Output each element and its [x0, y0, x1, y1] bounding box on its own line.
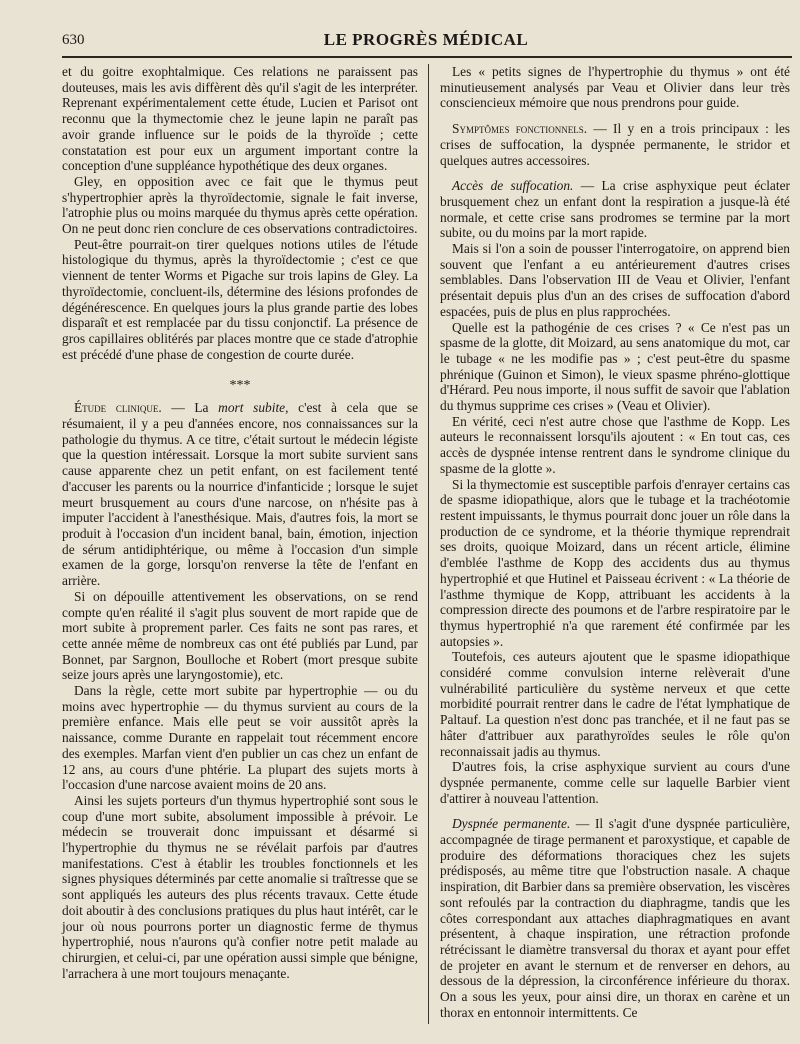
section-heading: Symptômes fonctionnels. — [452, 121, 588, 137]
paragraph: Dyspnée permanente. — Il s'agit d'une dyspnée particulière, accompagnée de tirage permanent et paroxystique, et capable de produire des déformations thoraciques chez les sujets prédisposés, au même titre que l'obstruction nasale. A chaque inspiration, dit Barbier dans sa première observation, les viscères sont refoulés par la contraction du diaphragme, tandis que les côtes correspondant aux attaches diaphragmatiques en avant présentent, à chaque inspiration, une rétraction profonde rétrécissant le diamètre transversal du thorax et ayant pour effet de projeter en avant le sternum et de renverser en dehors, au dessous de la dépression, la circonférence inférieure du thorax. On a sous les yeux, pour ainsi dire, un thorax en carène et un thorax en entonnoir intermittents. Ce — [440, 816, 790, 1020]
paragraph: D'autres fois, la crise asphyxique survient au cours d'une dyspnée permanente, comme celle sur laquelle Barbier vient d'attirer à nouveau l'attention. — [440, 759, 790, 806]
subsection-heading: Dyspnée permanente. — [452, 816, 571, 832]
journal-title: LE PROGRÈS MÉDICAL — [323, 30, 529, 49]
section-separator: *** — [229, 378, 251, 394]
page-header — [62, 30, 790, 52]
paragraph: et du goitre exophtalmique. Ces relations ne paraissent pas douteuses, mais les avis diffèrent dès qu'il s'agit de les interpréter. Reprenant expérimentalement cette étude, Lucien et Parisot ont reconnu que la thymectomie chez le jeune lapin ne paraît pas avoir grande influence sur le poids de la thyroïde ; cette constatation est pour eux un argument important contre la conception d'une suppléance hypothétique des deux organes. — [62, 64, 418, 174]
paragraph: Symptômes fonctionnels. — Il y en a trois principaux : les crises de suffocation, la dyspnée permanente, le stridor et quelques autres accessoires. — [440, 121, 790, 168]
paragraph: Si on dépouille attentivement les observations, on se rend compte qu'en réalité il s'agit plus souvent de mort rapide que de mort subite à proprement parler. Ces faits ne sont pas rares, et cette année même de nombreux cas ont été publiés par Lund, par Bonnet, par Sargnon, Boulloche et Robert (mort presque subite seize jours après une laryngostomie), etc. — [62, 588, 418, 683]
subsection-heading: Accès de suffocation. — [452, 178, 574, 194]
right-column — [440, 64, 790, 1020]
paragraph: Si la thymectomie est susceptible parfois d'enrayer certains cas de spasme idiopathique, alors que le tubage et la trachéotomie restent impuissants, le thymus pourrait donc jouer un rôle dans la production de ce syndrome, et la théorie thymique reprendrait ses droits, quoique Moizard, dans un récent article, élimine d'emblée l'asthme de Kopp des accidents dus au thymus hypertrophié et que Hutinel et Paisseau écrivent : « La théorie de l'asthme thymique de Kopp, attribuant les accidents à la compression directe des poumons et de l'arbre respiratoire par le thymus hypertrophié n'a que rarement été confirmée par les autopsies ». — [440, 476, 790, 649]
paragraph: Peut-être pourrait-on tirer quelques notions utiles de l'étude histologique du thymus, après la thyroïdectomie ; c'est ce que viennent de tenter Worms et Pigache sur trois lapins de Gley. La thyroïdectomie, concluent-ils, détermine des lésions profondes de dégénérescence. En quelques jours la plus grande partie des lobes disparaît et est remplacée par du tissu conjonctif. La présence de gros capillaires oblitérés par places montre que ce stade d'atrophie est précédé d'une phase de congestion de courte durée. — [62, 236, 418, 362]
paragraph: Accès de suffocation. — La crise asphyxique peut éclater brusquement chez un enfant dont la respiration a jusque-là été normale, et cette crise sans prodromes se termine par la mort subite, ou du moins par la mort rapide. — [440, 178, 790, 241]
left-column — [62, 64, 418, 981]
paragraph: Toutefois, ces auteurs ajoutent que le spasme idiopathique considéré comme convulsion interne relèverait d'une vulnérabilité particulière du système nerveux et que cette morbidité pourrait rentrer dans le cadre de l'état lymphatique de Paltauf. La question n'est donc pas tranchée, et il ne faut pas se hâter d'attribuer aux parathyroïdes seules le rôle qu'on reconnaissait jadis au thymus. — [440, 649, 790, 759]
section-heading: Étude clinique. — [74, 400, 162, 416]
paragraph: Gley, en opposition avec ce fait que le thymus peut s'hypertrophier après la thyroïdectomie, signale le fait inverse, l'atrophie plus ou moins marquée du thymus après cette opération. On ne peut donc rien conclure de ces observations contradictoires. — [62, 173, 418, 237]
paragraph: Ainsi les sujets porteurs d'un thymus hypertrophié sont sous le coup d'une mort subite, absolument impossible à prévoir. Le médecin se trouverait donc impuissant et désarmé si l'hypertrophie du thymus ne se révélait parfois par d'autres manifestations. C'est à établir les troubles fonctionnels et les signes physiques déterminés par cette anomalie si traîtresse que se sont appliqués les auteurs des plus récents travaux. Cette étude doit aboutir à des conclusions pratiques du plus haut intérêt, car le jour où nous pourrons porter un diagnostic ferme de thymus hypertrophié, nous n'aurons qu'à confier notre petit malade au chirurgien, et celui-ci, par une opération aussi simple que bénigne, l'arrachera à une mort toujours menaçante. — [62, 792, 418, 981]
paragraph: Mais si l'on a soin de pousser l'interrogatoire, on apprend bien souvent que l'enfant a eu antérieurement d'autres crises semblables. Dans l'observation III de Veau et Olivier, l'enfant présentait depuis plus d'un an des crises de suffocation d'abord espacées, puis de plus en plus rapprochées. — [440, 241, 790, 319]
paragraph: Quelle est la pathogénie de ces crises ? « Ce n'est pas un spasme de la glotte, dit Moizard, au sens anatomique du mot, car le tubage « ne les modifie pas » ; c'est peut-être du spasme phrénique (Guinon et Simon), le vieux spasme phréno-glottique d'Hérard. Peu nous importe, il nous suffit de savoir que l'ablation du thymus supprime ces crises » (Veau et Olivier). — [440, 319, 790, 414]
column-divider — [428, 64, 429, 1024]
page-number: 630 — [62, 32, 85, 48]
paragraph: Les « petits signes de l'hypertrophie du thymus » ont été minutieusement analysés par Veau et Olivier dans leur très consciencieux mémoire que nous prendrons pour guide. — [440, 64, 790, 111]
paragraph: Dans la règle, cette mort subite par hypertrophie — ou du moins avec hypertrophie — du thymus survient au cours de la première enfance. Mais elle peut se voir aussitôt après la naissance, comme Durante en rappelait tout récemment encore des exemples. Marfan vient d'en publier un cas chez un enfant de 12 ans, au cours d'une phtérie. La plupart des sujets morts à l'occasion d'une narcose avaient moins de 20 ans. — [62, 683, 418, 793]
paragraph: Étude clinique. — La mort subite, c'est à cela que se résumaient, il y a peu d'années encore, nos connaissances sur la pathologie du thymus. A ce titre, c'était surtout le médecin légiste que la question intéressait. Lorsque la mort subite survient sans cause apparente chez un petit enfant, on est facilement tenté d'accuser les parents ou la nourrice d'infanticide ; lorsque le sujet meurt brusquement au cours d'une narcose, on n'hésite pas à imputer l'accident à l'anesthésique. Mais, d'autres fois, la mort se produit à l'occasion d'un incident banal, bain, émotion, injection de sérum antidiphtérique, ou même à l'occasion d'un simple examen de la gorge, lorsqu'on renverse la tête de l'enfant en arrière. — [62, 400, 418, 589]
paragraph: En vérité, ceci n'est autre chose que l'asthme de Kopp. Les auteurs le reconnaissent lorsqu'ils ajoutent : « En tout cas, ces accès de dyspnée intense rentrent dans le syndrome clinique du spasme de la glotte ». — [440, 413, 790, 476]
header-rule — [62, 56, 792, 58]
